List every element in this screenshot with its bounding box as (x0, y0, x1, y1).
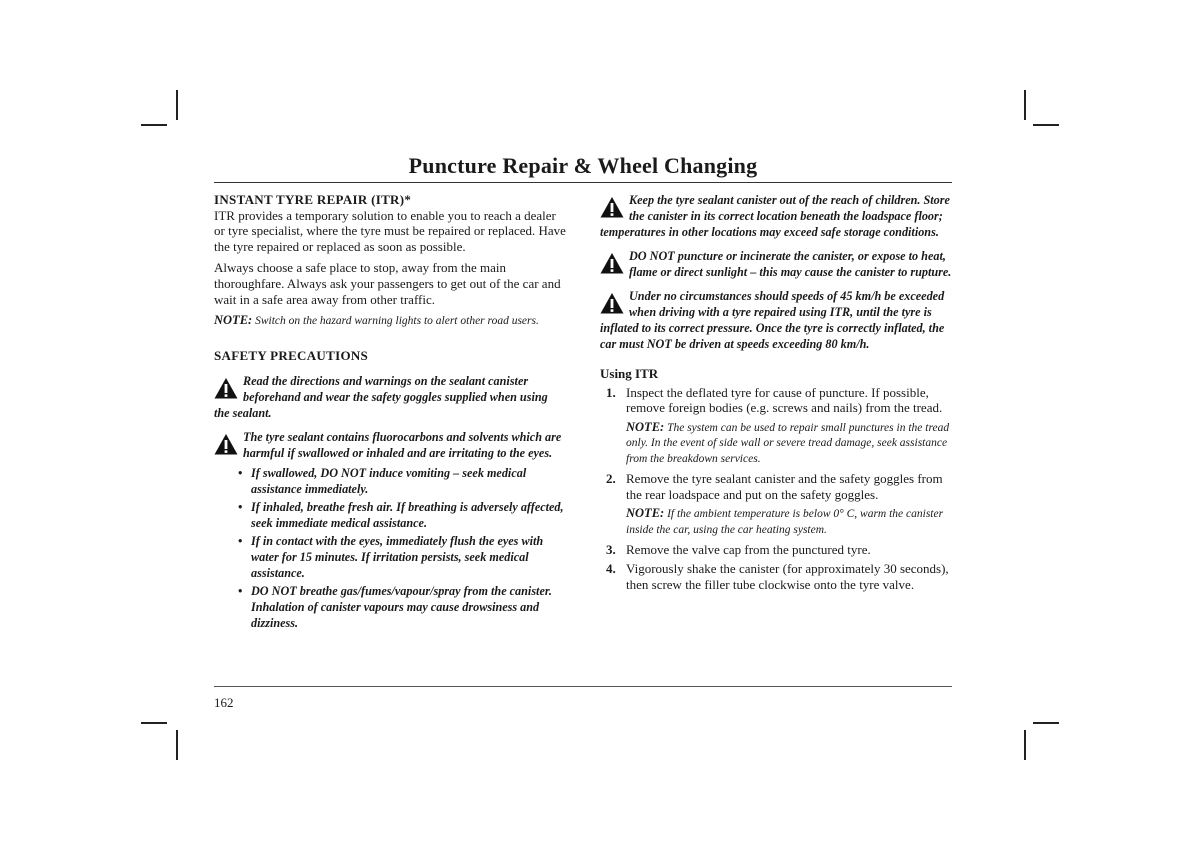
title-rule (214, 182, 952, 183)
left-column (214, 192, 566, 633)
list-item (600, 471, 952, 538)
footer-rule (214, 686, 952, 687)
warning-triangle-icon (214, 377, 238, 399)
warning-block (600, 192, 952, 240)
warning-triangle-icon (214, 433, 238, 455)
itr-paragraph-2: Always choose a safe place to stop, away from the main thoroughfare. Always ask your passengers to get out of the car and wait in a safe area away from other traffic. (214, 260, 561, 307)
step-note (626, 420, 952, 468)
note-label: NOTE: (626, 419, 665, 434)
crop-mark-bottom-right-horizontal (1033, 722, 1059, 724)
warning-text: Keep the tyre sealant canister out of the reach of children. Store the canister in its correct location beneath the loadspace floor; temperatures in other locations may exceed safe storage conditions. (600, 193, 950, 239)
step-note (626, 506, 952, 538)
warning-text: Read the directions and warnings on the sealant canister beforehand and wear the safety goggles supplied when using the sealant. (214, 374, 548, 421)
crop-mark-top-right-vertical (1024, 90, 1026, 120)
bullet-icon: • (238, 466, 243, 481)
warning-text: The tyre sealant contains fluorocarbons and solvents which are harmful if swallowed or inhaled and are irritating to the eyes. (243, 430, 562, 461)
itr-heading: INSTANT TYRE REPAIR (ITR)* (214, 192, 412, 207)
list-item (238, 583, 566, 631)
crop-mark-bottom-right-vertical (1024, 730, 1026, 760)
warning-block (600, 288, 952, 352)
safety-bullet-list (238, 465, 566, 631)
step-number: 2. (606, 471, 616, 487)
step-number: 1. (606, 384, 616, 400)
bullet-text: If in contact with the eyes, immediately flush the eyes with water for 15 minutes. If irritation persists, seek medical assistance. (251, 534, 544, 581)
bullet-text: If inhaled, breathe fresh air. If breathing is adversely affected, seek immediate medical assistance. (251, 500, 564, 531)
step-text: Remove the tyre sealant canister and the safety goggles from the rear loadspace and put on the safety goggles. (626, 471, 943, 502)
step-text: Remove the valve cap from the punctured tyre. (626, 542, 871, 558)
crop-mark-top-left-horizontal (141, 124, 167, 126)
note-text: If the ambient temperature is below 0° C, warm the canister inside the car, using the car heating system. (626, 508, 944, 536)
bullet-icon: • (238, 584, 243, 599)
list-item (238, 499, 566, 531)
warning-triangle-icon (600, 196, 624, 218)
bullet-text: If swallowed, DO NOT induce vomiting – seek medical assistance immediately. (251, 466, 527, 497)
warning-text: DO NOT puncture or incinerate the canister, or expose to heat, flame or direct sunlight – this may cause the canister to rupture. (629, 249, 952, 279)
crop-mark-top-right-horizontal (1033, 124, 1059, 126)
warning-triangle-icon (600, 252, 624, 274)
crop-mark-bottom-left-vertical (176, 730, 178, 760)
step-number: 3. (606, 542, 616, 558)
note-text: The system can be used to repair small punctures in the tread only. In the event of side wall or severe tread damage, seek assistance from the breakdown services. (626, 421, 950, 465)
note-text: Switch on the hazard warning lights to alert other road users. (252, 315, 539, 328)
list-item (600, 542, 952, 558)
bullet-icon: • (238, 534, 243, 549)
list-item (600, 561, 952, 592)
step-number: 4. (606, 561, 616, 577)
right-column (600, 192, 952, 595)
list-item (238, 465, 566, 497)
safety-heading: SAFETY PRECAUTIONS (214, 347, 369, 363)
warning-block (600, 248, 952, 280)
note-label: NOTE: (626, 506, 665, 521)
step-text: Vigorously shake the canister (for approximately 30 seconds), then screw the filler tube clockwise onto the tyre valve. (626, 561, 949, 592)
warning-block (214, 373, 566, 421)
bullet-icon: • (238, 500, 243, 515)
crop-mark-bottom-left-horizontal (141, 722, 167, 724)
warning-block (214, 429, 566, 461)
crop-mark-top-left-vertical (176, 90, 178, 120)
itr-paragraph-1: ITR provides a temporary solution to enable you to reach a dealer or tyre specialist, where the tyre must be repaired or replaced. Have the tyre repaired or replaced as soon as possible. (214, 207, 566, 254)
using-itr-heading: Using ITR (600, 366, 659, 381)
warning-triangle-icon (600, 292, 624, 314)
list-item (600, 385, 952, 468)
page-title: Puncture Repair & Wheel Changing (408, 153, 758, 178)
warning-text: Under no circumstances should speeds of 45 km/h be exceeded when driving with a tyre repaired using ITR, until the tyre is inflated to its correct pressure. Once the tyre is correctly inflated, the car must NOT be driven at speeds exceeding 80 km/h. (600, 289, 945, 351)
step-text: Inspect the deflated tyre for cause of puncture. If possible, remove foreign bodies (e.g. screws and nails) from the tread. (626, 384, 943, 416)
itr-steps-list (600, 385, 952, 593)
bullet-text: DO NOT breathe gas/fumes/vapour/spray from the canister. Inhalation of canister vapours may cause drowsiness and dizziness. (251, 584, 552, 631)
hazard-note (214, 313, 566, 330)
page-number: 162 (214, 695, 234, 710)
list-item (238, 533, 566, 581)
note-label: NOTE: (214, 313, 253, 328)
